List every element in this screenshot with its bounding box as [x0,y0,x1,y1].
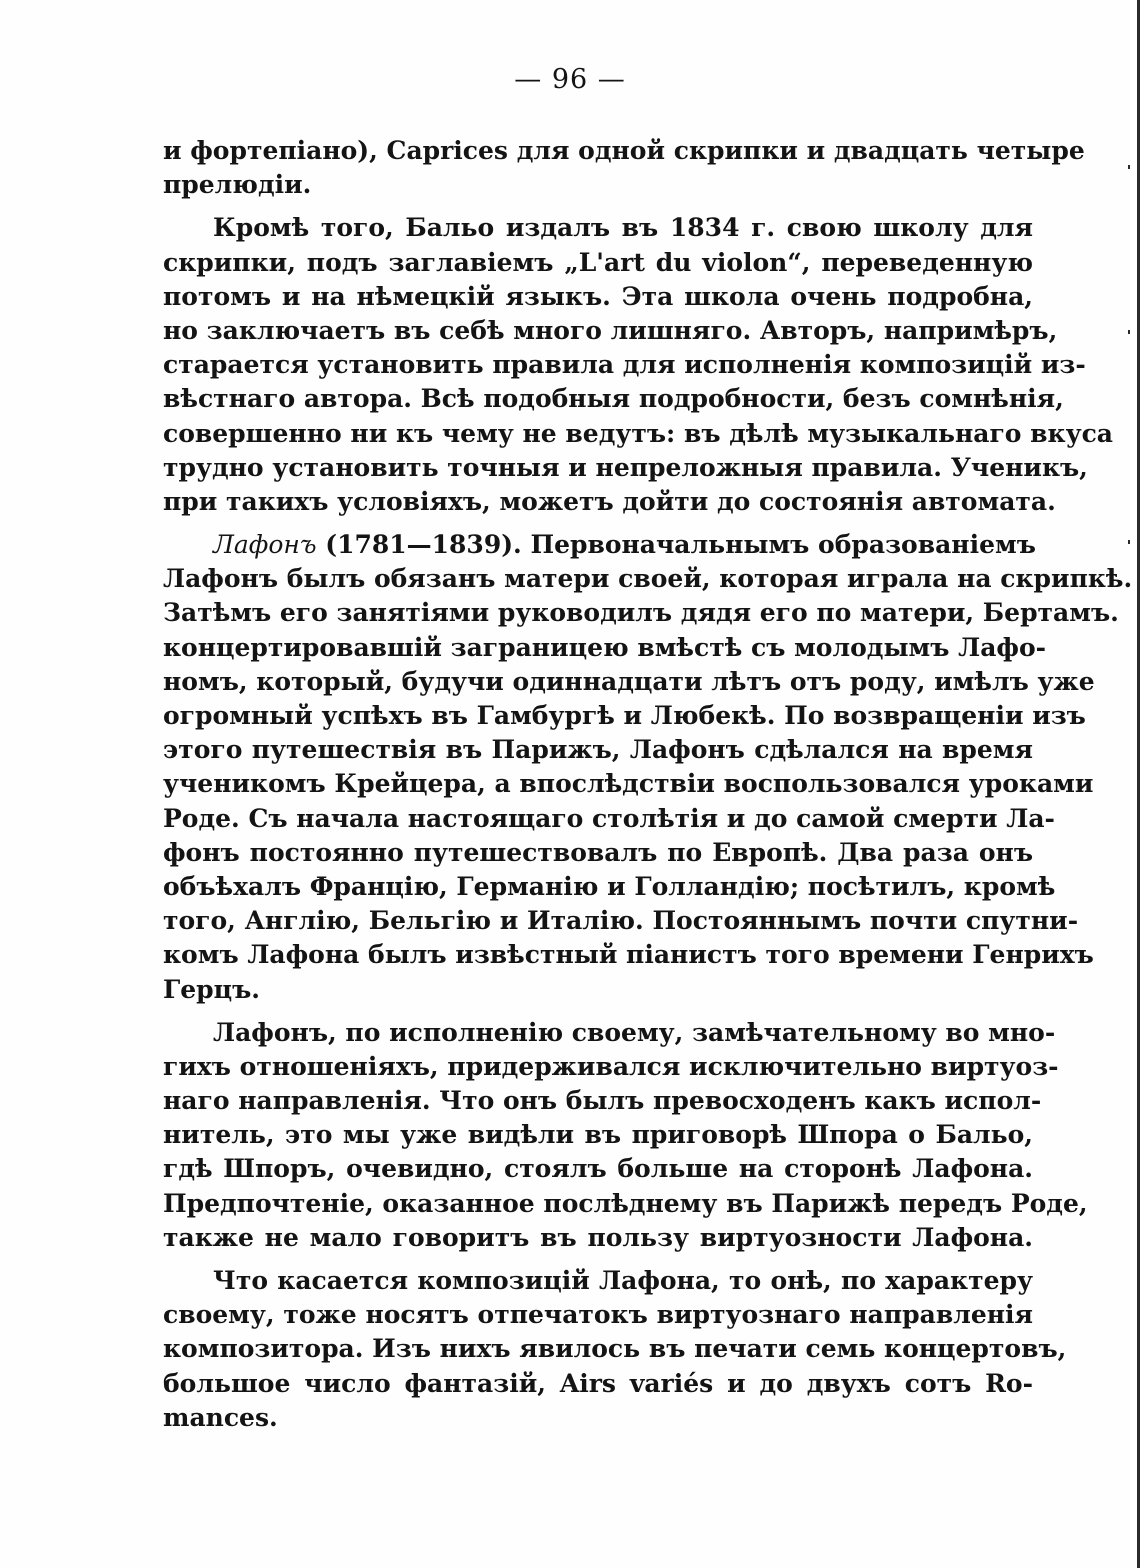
text-line: нитель, это мы уже видѣли въ приговорѣ Шпора о Бальо, [163,1120,1033,1150]
text-line: этого путешествія въ Парижъ, Лафонъ сдѣлался на время [163,735,1033,765]
italic-name: Лафонъ [213,530,317,560]
text-line: композитора. Изъ нихъ явилось въ печати семь концертовъ, [163,1334,1067,1364]
text-line: гдѣ Шпоръ, очевидно, стоялъ больше на сторонѣ Лафона. [163,1154,1033,1184]
paragraph-2 [163,211,1113,519]
text-line: скрипки, подъ заглавіемъ „L'art du violon“, переведенную [163,247,1033,277]
text-line: Лафонъ былъ обязанъ матери своей, которая играла на скрипкѣ. [163,564,1133,594]
text-line: ученикомъ Крейцера, а впослѣдствіи воспользовался уроками [163,769,1094,799]
text-line: огромный успѣхъ въ Гамбургѣ и Любекѣ. По возвращеніи изъ [163,701,1086,730]
text-line: и фортепіано), Caprices для одной скрипки и двадцать четыре [163,136,1085,165]
text-line: Роде. Съ начала настоящаго столѣтія и до самой смерти Ла- [163,803,1055,833]
text-line: трудно установить точныя и непреложныя правила. Ученикъ, [163,452,1088,482]
scan-speck [1128,330,1130,334]
text-line: большое число фантазій, Airs variés и до двухъ сотъ Ro- [163,1368,1033,1398]
page-number: — 96 — [514,64,626,95]
body-text [163,134,1133,1444]
text-line: наго направленія. Что онъ былъ превосходенъ какъ испол- [163,1086,1042,1116]
paragraph-5 [163,1264,1067,1435]
text-line: концертировавшій заграницею вмѣстѣ съ молодымъ Лафо- [163,632,1047,662]
text-line: Лафонъ, по исполненію своему, замѣчательному во мно- [213,1017,1056,1047]
paragraph-1 [163,134,1085,202]
text-line: старается установить правила для исполненія композицій из- [163,350,1086,380]
text-line: совершенно ни къ чему не ведутъ: въ дѣлѣ музыкальнаго вкуса [163,418,1113,448]
text-line: Кромѣ того, Бальо издалъ въ 1834 г. свою школу для [213,213,1033,243]
paragraph-3 [163,528,1133,1007]
text-line: объѣхалъ Францію, Германію и Голландію; посѣтилъ, кромѣ [163,871,1056,901]
scan-speck [1128,540,1130,544]
text-line: Предпочтеніе, оказанное послѣднему въ Парижѣ передъ Роде, [163,1188,1088,1218]
text-line: при такихъ условіяхъ, можетъ дойти до состоянія автомата. [163,486,1056,516]
text-line: вѣстнаго автора. Всѣ подобныя подробности, безъ сомнѣнія, [163,384,1064,414]
line-rest: (1781—1839). Первоначальнымъ образованіемъ [325,530,1036,560]
text-line: гихъ отношеніяхъ, придерживался исключительно виртуоз- [163,1051,1059,1081]
text-line [163,528,1036,562]
text-line: mances. [163,1402,278,1432]
text-line: своему, тоже носятъ отпечатокъ виртуознаго направленія [163,1300,1033,1330]
text-line: комъ Лафона былъ извѣстный піанистъ того времени Генрихъ [163,940,1094,970]
text-line: потомъ и на нѣмецкій языкъ. Эта школа очень подробна, [163,281,1033,311]
text-line: Герцъ. [163,974,260,1004]
text-line: прелюдіи. [163,170,312,200]
scan-speck [1128,165,1130,169]
text-line: Затѣмъ его занятіями руководилъ дядя его по матери, Бертамъ. [163,598,1119,628]
text-line: номъ, который, будучи одиннадцати лѣтъ отъ роду, имѣлъ уже [163,666,1095,696]
text-line: также не мало говоритъ въ пользу виртуозности Лафона. [163,1222,1033,1252]
text-line: фонъ постоянно путешествовалъ по Европѣ. Два раза онъ [163,837,1033,867]
text-line: того, Англію, Бельгію и Италію. Постояннымъ почти спутни- [163,906,1079,936]
text-line: но заключаетъ въ себѣ много лишняго. Авторъ, напримѣръ, [163,315,1058,345]
paragraph-4 [163,1016,1088,1255]
text-line: Что касается композицій Лафона, то онѣ, по характеру [213,1266,1033,1295]
